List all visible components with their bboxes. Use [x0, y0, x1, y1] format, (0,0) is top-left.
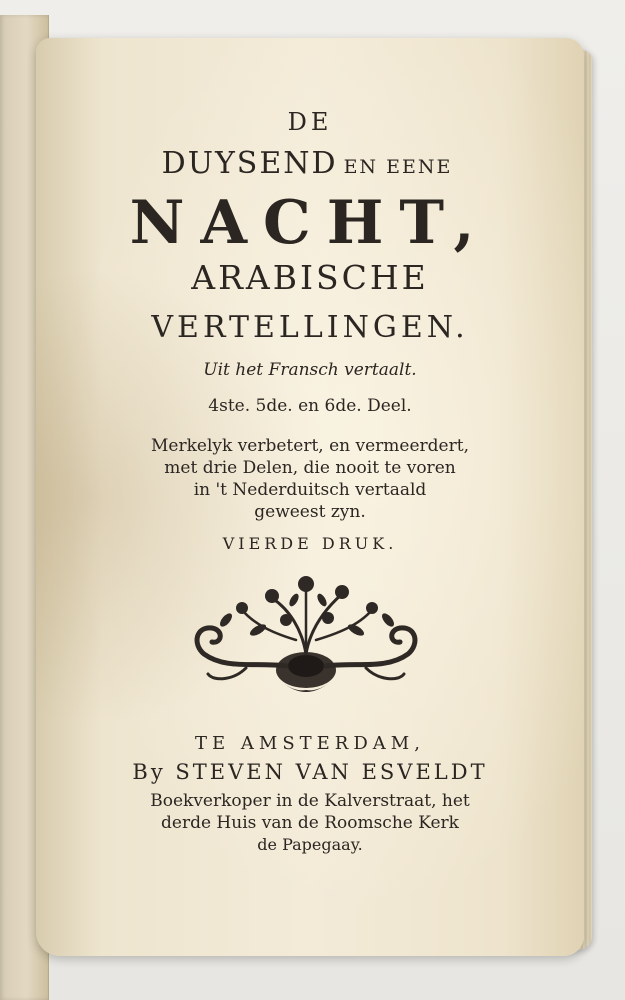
- description-line-3: in 't Nederduitsch vertaald: [193, 480, 427, 500]
- imprint-address-1: Boekverkoper in de Kalverstraat, het: [150, 791, 470, 811]
- volume-numbers: 4ste. 5de. en 6de. Deel.: [208, 396, 412, 416]
- imprint-publisher: By STEVEN VAN ESVELDT: [132, 760, 488, 784]
- title-duysend: DUYSEND: [161, 146, 338, 181]
- title-en-eene: EN EENE: [343, 156, 453, 178]
- description-line-2: met drie Delen, die nooit te voren: [164, 458, 456, 478]
- imprint-address-2: derde Huis van de Roomsche Kerk: [161, 813, 459, 833]
- description-line-4: geweest zyn.: [254, 502, 366, 522]
- imprint-city: TE AMSTERDAM,: [195, 733, 425, 754]
- translation-note: Uit het Fransch vertaalt.: [203, 360, 417, 380]
- title-arabische: ARABISCHE: [191, 258, 429, 297]
- floral-vignette-icon: [186, 570, 426, 702]
- title-vertellingen: VERTELLINGEN.: [151, 310, 469, 345]
- title-nacht: NACHT,: [129, 188, 491, 258]
- edition-statement: VIERDE DRUK.: [222, 534, 398, 553]
- description-line-1: Merkelyk verbetert, en vermeerdert,: [151, 436, 469, 456]
- title-duysend-line: [36, 146, 584, 181]
- title-page: [36, 38, 584, 956]
- title-article: DE: [287, 108, 333, 136]
- imprint-address-3: de Papegaay.: [257, 835, 363, 854]
